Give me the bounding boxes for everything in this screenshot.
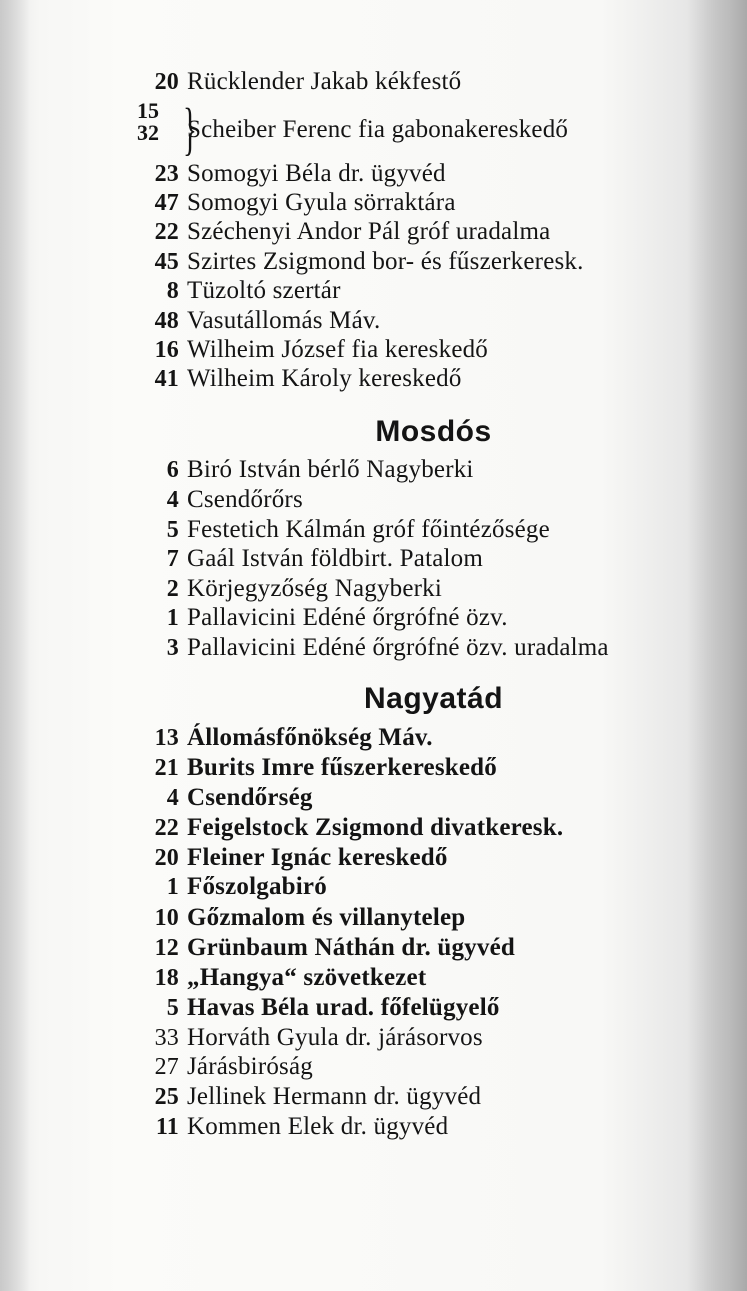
list-item <box>130 934 747 964</box>
entry-number: 25 <box>154 1084 179 1110</box>
entry-text: Burits Imre fűszerkereskedő <box>187 754 497 781</box>
entry-text: Széchenyi Andor Pál gróf uradalma <box>187 218 551 245</box>
entry-number: 16 <box>154 337 179 363</box>
entry-text: Kommen Elek dr. ügyvéd <box>187 1113 449 1140</box>
list-item <box>130 724 747 754</box>
list-item <box>130 1083 747 1113</box>
list-item <box>130 1053 747 1083</box>
list-item <box>130 814 747 844</box>
section-heading-nagyatad: Nagyatád <box>363 682 504 715</box>
entry-text: Rücklender Jakab kékfestő <box>187 68 462 95</box>
entry-number: 10 <box>154 905 179 931</box>
entry-number: 23 <box>154 161 179 187</box>
list-item <box>130 218 747 248</box>
entry-text: Szirtes Zsigmond bor- és fűszerkeresk. <box>187 248 584 275</box>
list-item <box>130 116 747 146</box>
entry-text: Pallavicini Edéné őrgrófné özv. uradalma <box>187 634 609 661</box>
entry-number: 4 <box>166 785 179 811</box>
entry-number: 22 <box>154 815 179 841</box>
entry-number: 21 <box>154 755 179 781</box>
entry-number: 13 <box>154 725 179 751</box>
entry-text: Festetich Kálmán gróf főintézősége <box>187 516 550 543</box>
list-item <box>130 994 747 1024</box>
entry-text: Pallavicini Edéné őrgrófné özv. <box>187 604 508 631</box>
list-item <box>130 277 747 307</box>
list-item <box>130 248 747 278</box>
entry-number: 5 <box>166 517 179 543</box>
list-item <box>130 516 747 546</box>
entry-number: 5 <box>166 995 179 1021</box>
list-item <box>130 904 747 934</box>
entry-text: Járásbiróság <box>187 1053 313 1080</box>
entry-number: 12 <box>154 935 179 961</box>
list-item <box>130 634 747 664</box>
entry-number: 27 <box>154 1054 179 1080</box>
entry-text: Feigelstock Zsigmond divatkeresk. <box>187 814 564 841</box>
list-item <box>130 575 747 605</box>
list-item <box>130 365 747 395</box>
entry-number: 1 <box>166 874 179 900</box>
list-item <box>130 964 747 994</box>
entry-number: 22 <box>154 219 179 245</box>
entry-text: Horváth Gyula dr. járásorvos <box>187 1024 483 1051</box>
entry-text: Havas Béla urad. főfelügyelő <box>187 994 500 1021</box>
list-item <box>130 336 747 366</box>
entry-text: Wilheim József fia kereskedő <box>187 336 489 363</box>
list-item <box>130 456 747 486</box>
entry-number: 3 <box>166 635 179 661</box>
entry-text: Állomásfőnökség Máv. <box>187 724 433 751</box>
list-item <box>130 68 747 98</box>
list-item <box>130 160 747 190</box>
entry-text: Főszolgabiró <box>187 873 327 900</box>
list-item <box>130 1024 747 1054</box>
entry-number: 2 <box>166 576 179 602</box>
entry-number: 1 <box>166 605 179 631</box>
entry-number: 8 <box>166 278 179 304</box>
entry-text: Vasutállomás Máv. <box>187 307 381 334</box>
list-item <box>130 1113 747 1143</box>
entry-number: 20 <box>154 845 179 871</box>
entry-number: 11 <box>155 1114 179 1140</box>
list-item <box>130 754 747 784</box>
list-item <box>130 604 747 634</box>
list-item <box>130 545 747 575</box>
entry-number-braced: 15 32 <box>137 98 159 145</box>
entry-text: Biró István bérlő Nagyberki <box>187 456 474 483</box>
entry-text: Körjegyzőség Nagyberki <box>187 575 443 602</box>
list-item <box>130 307 747 337</box>
entry-number: 45 <box>154 249 179 275</box>
entry-number: 48 <box>154 308 179 334</box>
entry-number: 6 <box>166 457 179 483</box>
list-item <box>130 486 747 516</box>
entry-text: Fleiner Ignác kereskedő <box>187 844 448 871</box>
entry-text: Scheiber Ferenc fia gabonakereskedő <box>187 116 569 143</box>
entry-text: „Hangya“ szövetkezet <box>187 964 427 991</box>
entry-text: Csendőrőrs <box>187 486 303 513</box>
entry-text: Somogyi Béla dr. ügyvéd <box>187 160 446 187</box>
entry-text: Gőzmalom és villanytelep <box>187 904 466 931</box>
list-item <box>130 784 747 814</box>
list-item <box>130 189 747 219</box>
entry-text: Gaál István földbirt. Patalom <box>187 545 484 572</box>
entry-number: 47 <box>154 190 179 216</box>
entry-number: 4 <box>166 487 179 513</box>
page-shadow-left <box>0 0 30 1291</box>
entry-text: Jellinek Hermann dr. ügyvéd <box>187 1083 482 1110</box>
entry-number: 7 <box>166 546 179 572</box>
brace-icon: } <box>182 96 197 161</box>
list-item <box>130 844 747 874</box>
entry-number: 41 <box>154 366 179 392</box>
entry-text: Csendőrség <box>187 784 313 811</box>
entry-text: Somogyi Gyula sörraktára <box>187 189 456 216</box>
entry-text: Grünbaum Náthán dr. ügyvéd <box>187 934 515 961</box>
entry-number: 20 <box>154 69 179 95</box>
section-heading-mosdos: Mosdós <box>375 415 492 448</box>
list-item <box>130 873 747 903</box>
entry-number: 18 <box>154 965 179 991</box>
entry-text: Wilheim Károly kereskedő <box>187 365 462 392</box>
entry-text: Tüzoltó szertár <box>187 277 341 304</box>
entry-number: 33 <box>154 1025 179 1051</box>
